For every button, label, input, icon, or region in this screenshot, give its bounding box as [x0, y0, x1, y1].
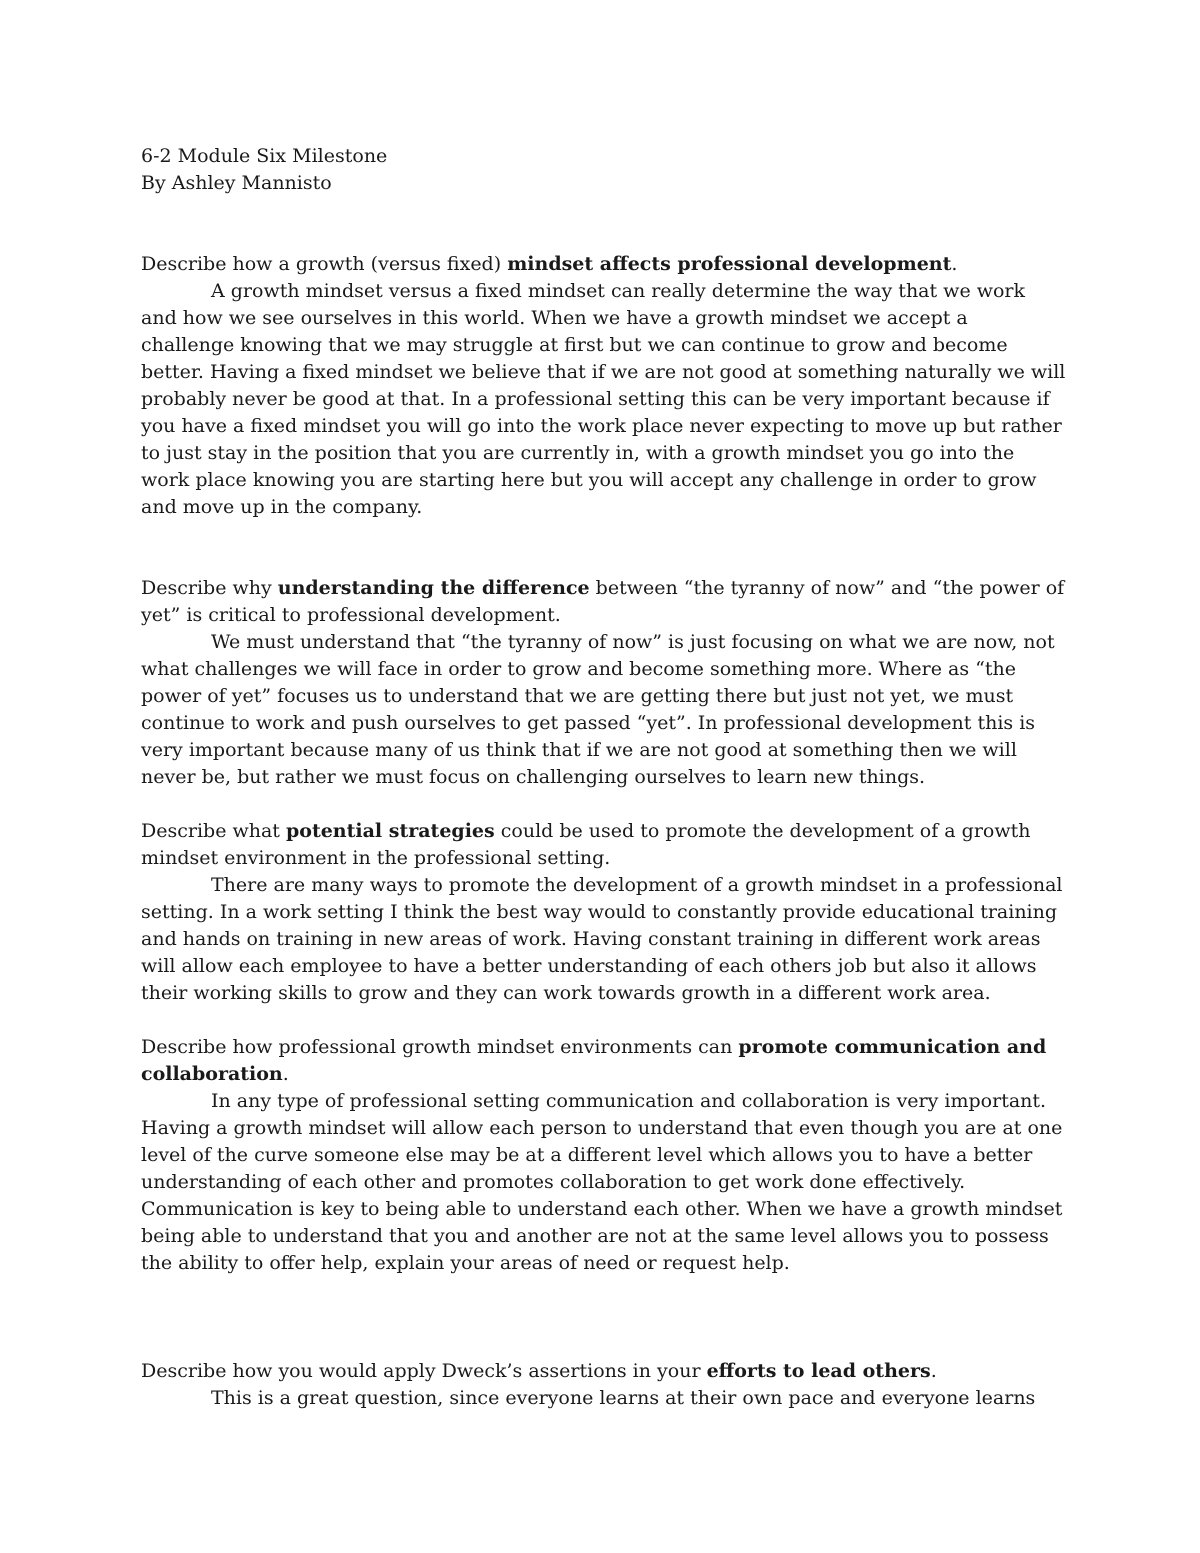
spacer: [141, 521, 1066, 575]
section-mindset: [141, 251, 1066, 521]
question-4: Describe how professional growth mindset environments can promote communication and collaboration.: [141, 1036, 1047, 1085]
answer-1: A growth mindset versus a fixed mindset can really determine the way that we work and how we see ourselves in this world. When we have a growth mindset we accept a challenge knowing that we may struggle at first but we can continue to grow and become better. Having a fixed mindset we believe that if we are not good at something naturally we will probably never be good at that. In a professional setting this can be very important because if you have a fixed mindset you will go into the work place never expecting to move up but rather to just stay in the position that you are currently in, with a growth mindset you go into the work place knowing you are starting here but you will accept any challenge in order to grow and move up in the company.: [141, 280, 1066, 518]
question-1-emphasis: mindset affects professional development: [507, 253, 952, 275]
question-2: Describe why understanding the difference between “the tyranny of now” and “the power of yet” is critical to professional development.: [141, 577, 1065, 626]
question-5-emphasis: efforts to lead others: [706, 1360, 931, 1382]
section-tyranny-power: [141, 575, 1066, 791]
spacer: [141, 197, 1066, 251]
section-leadership: [141, 1358, 1066, 1412]
document-body: [141, 143, 1066, 1412]
question-1: Describe how a growth (versus fixed) mindset affects professional development.: [141, 253, 958, 275]
section-strategies: [141, 818, 1066, 1007]
question-3-emphasis: potential strategies: [285, 820, 495, 842]
question-5: Describe how you would apply Dweck’s assertions in your efforts to lead others.: [141, 1360, 937, 1382]
answer-2: We must understand that “the tyranny of now” is just focusing on what we are now, not what challenges we will face in order to grow and become something more. Where as “the power of yet” focuses us to understand that we are getting there but just not yet, we must continue to work and push ourselves to get passed “yet”. In professional development this is very important because many of us think that if we are not good at something then we will never be, but rather we must focus on challenging ourselves to learn new things.: [141, 631, 1055, 788]
spacer: [141, 1277, 1066, 1358]
answer-3: There are many ways to promote the development of a growth mindset in a professional setting. In a work setting I think the best way would to constantly provide educational training and hands on training in new areas of work. Having constant training in different work areas will allow each employee to have a better understanding of each others job but also it allows their working skills to grow and they can work towards growth in a different work area.: [141, 874, 1063, 1004]
question-2-emphasis: understanding the difference: [277, 577, 590, 599]
question-3: Describe what potential strategies could be used to promote the development of a growth mindset environment in the professional setting.: [141, 820, 1031, 869]
question-4-emphasis: promote communication and collaboration: [141, 1036, 1047, 1085]
document-title: 6-2 Module Six Milestone: [141, 145, 388, 167]
answer-4: In any type of professional setting communication and collaboration is very important. Having a growth mindset will allow each person to understand that even though you are at one level of the curve someone else may be at a different level which allows you to have a better understanding of each other and promotes collaboration to get work done effectively. Communication is key to being able to understand each other. When we have a growth mindset being able to understand that you and another are not at the same level allows you to possess the ability to offer help, explain your areas of need or request help.: [141, 1090, 1063, 1274]
section-communication: [141, 1034, 1066, 1277]
answer-5: This is a great question, since everyone learns at their own pace and everyone learns: [211, 1387, 1036, 1409]
spacer: [141, 791, 1066, 818]
spacer: [141, 1007, 1066, 1034]
author-line: By Ashley Mannisto: [141, 172, 332, 194]
